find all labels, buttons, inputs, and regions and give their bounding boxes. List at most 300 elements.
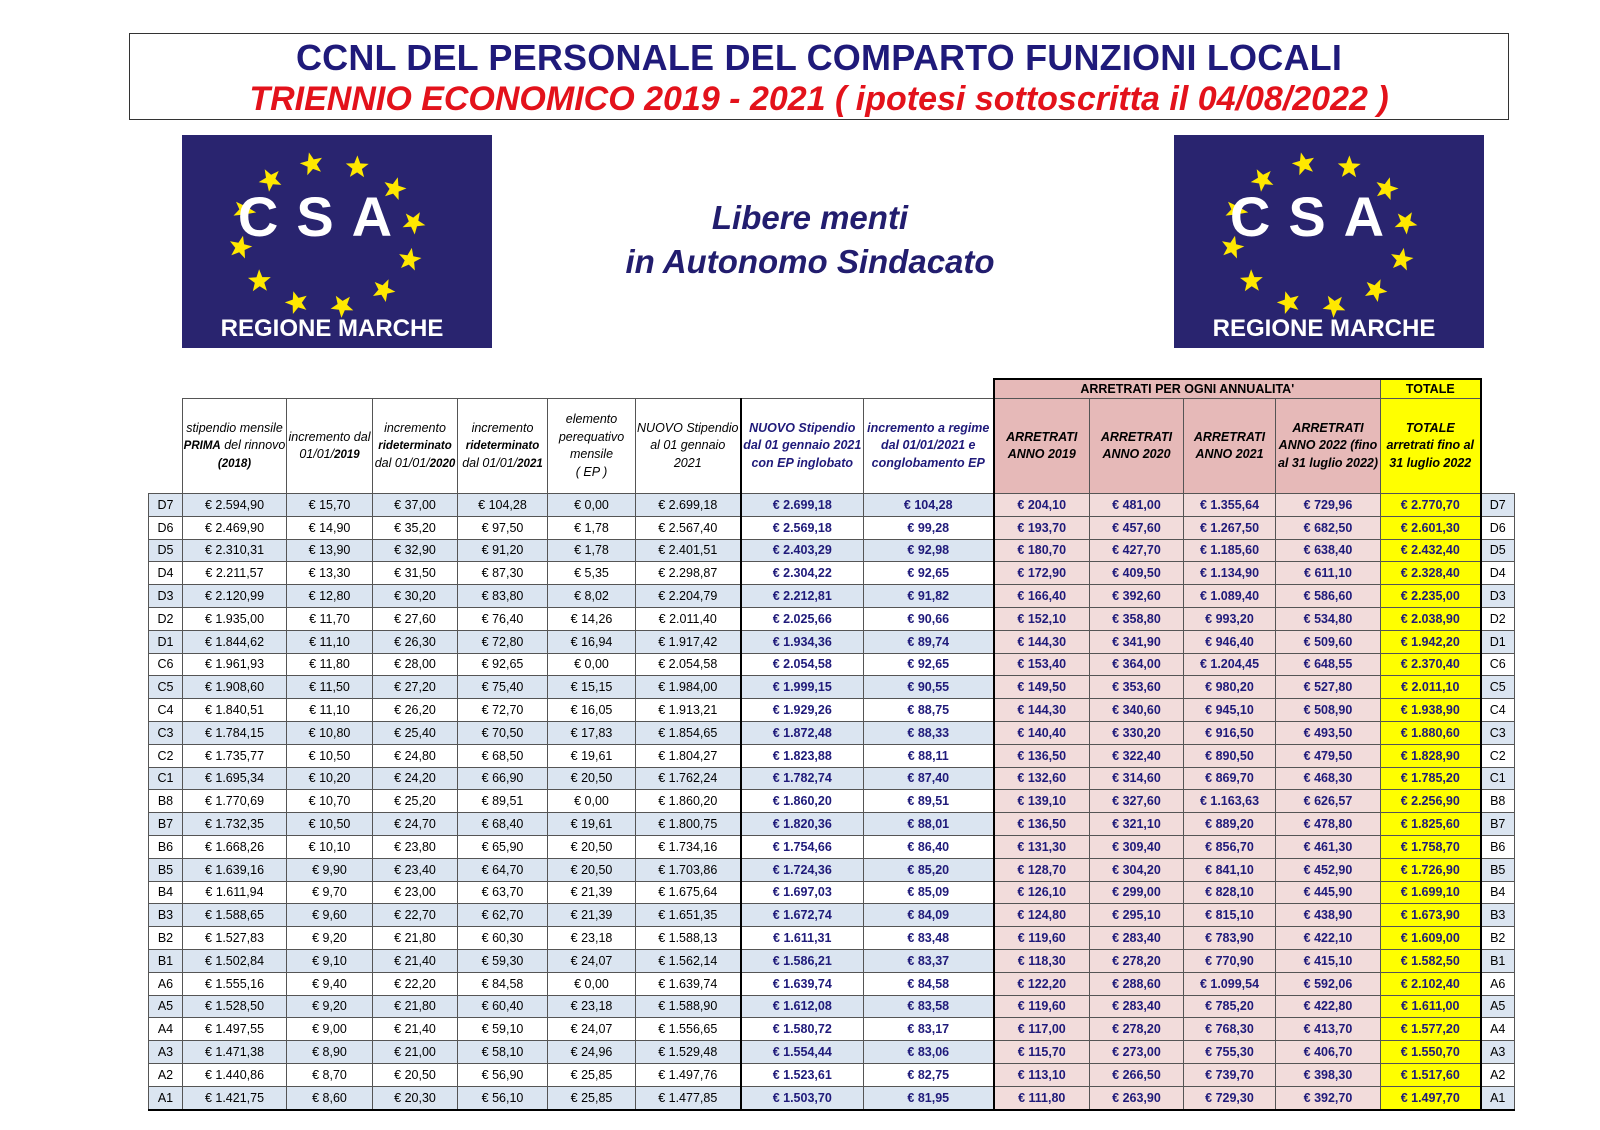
table-cell: € 9,90 — [287, 858, 373, 881]
table-cell: € 1.204,45 — [1184, 653, 1276, 676]
salary-table — [148, 378, 1515, 1111]
star-icon — [346, 155, 369, 177]
table-cell: € 1.134,90 — [1184, 562, 1276, 585]
table-cell: € 1.703,86 — [636, 858, 741, 881]
table-cell: € 1.471,38 — [183, 1041, 287, 1064]
table-row — [149, 1041, 1515, 1064]
table-cell: € 32,90 — [373, 539, 458, 562]
arretrati-group-header: ARRETRATI PER OGNI ANNUALITA' — [994, 379, 1381, 399]
table-cell: € 20,30 — [373, 1086, 458, 1109]
table-row — [149, 630, 1515, 653]
table-cell: € 314,60 — [1090, 767, 1184, 790]
star-icon — [1292, 152, 1314, 175]
table-row — [149, 516, 1515, 539]
table-cell: € 422,10 — [1276, 927, 1381, 950]
table-cell: € 24,07 — [548, 1018, 636, 1041]
table-cell: € 2.699,18 — [636, 494, 741, 517]
table-cell: € 21,39 — [548, 881, 636, 904]
table-cell: € 56,10 — [458, 1086, 548, 1109]
grade-label-right: D6 — [1481, 516, 1515, 539]
table-cell: € 1.639,16 — [183, 858, 287, 881]
table-cell: € 60,40 — [458, 995, 548, 1018]
table-cell: € 83,17 — [864, 1018, 994, 1041]
table-cell: € 5,35 — [548, 562, 636, 585]
table-cell: € 85,09 — [864, 881, 994, 904]
table-cell: € 1.984,00 — [636, 676, 741, 699]
table-cell: € 91,82 — [864, 585, 994, 608]
table-cell: € 1.611,00 — [1381, 995, 1481, 1018]
table-cell: € 1.732,35 — [183, 813, 287, 836]
table-cell: € 1.421,75 — [183, 1086, 287, 1109]
slogan-line-2: in Autonomo Sindacato — [625, 243, 995, 280]
table-cell: € 1.582,50 — [1381, 949, 1481, 972]
table-cell: € 0,00 — [548, 494, 636, 517]
table-cell: € 2.594,90 — [183, 494, 287, 517]
table-cell: € 56,90 — [458, 1063, 548, 1086]
table-cell: € 1.935,00 — [183, 607, 287, 630]
table-row — [149, 1063, 1515, 1086]
grade-label-right: A6 — [1481, 972, 1515, 995]
table-cell: € 10,20 — [287, 767, 373, 790]
table-cell: € 20,50 — [548, 767, 636, 790]
table-cell: € 1.726,90 — [1381, 858, 1481, 881]
table-cell: € 2.298,87 — [636, 562, 741, 585]
table-cell: € 1.961,93 — [183, 653, 287, 676]
table-cell: € 828,10 — [1184, 881, 1276, 904]
table-row — [149, 676, 1515, 699]
table-cell: € 2.310,31 — [183, 539, 287, 562]
table-cell: € 415,10 — [1276, 949, 1381, 972]
table-cell: € 9,20 — [287, 927, 373, 950]
table-cell: € 92,65 — [864, 562, 994, 585]
grade-label-right: B5 — [1481, 858, 1515, 881]
table-cell: € 89,51 — [458, 790, 548, 813]
table-cell: € 19,61 — [548, 813, 636, 836]
table-cell: € 11,50 — [287, 676, 373, 699]
col-header-incremento-regime: incremento a regime dal 01/01/2021 e conglobamento EP — [864, 399, 994, 494]
table-cell: € 21,00 — [373, 1041, 458, 1064]
table-cell: € 278,20 — [1090, 1018, 1184, 1041]
grade-label-left: A6 — [149, 972, 183, 995]
table-row — [149, 653, 1515, 676]
table-row — [149, 927, 1515, 950]
col-header-incremento-2021: incremento rideterminato dal 01/01/2021 — [458, 399, 548, 494]
table-cell: € 1.556,65 — [636, 1018, 741, 1041]
table-cell: € 117,00 — [994, 1018, 1090, 1041]
table-cell: € 611,10 — [1276, 562, 1381, 585]
csa-logo-region: REGIONE MARCHE — [220, 315, 444, 342]
grade-label-right: A4 — [1481, 1018, 1515, 1041]
table-cell: € 20,50 — [548, 835, 636, 858]
table-cell: € 739,70 — [1184, 1063, 1276, 1086]
table-cell: € 2.102,40 — [1381, 972, 1481, 995]
table-cell: € 24,96 — [548, 1041, 636, 1064]
table-cell: € 13,30 — [287, 562, 373, 585]
table-cell: € 24,80 — [373, 744, 458, 767]
grade-label-right: B4 — [1481, 881, 1515, 904]
table-cell: € 166,40 — [994, 585, 1090, 608]
table-cell: € 23,40 — [373, 858, 458, 881]
table-cell: € 104,28 — [864, 494, 994, 517]
col-header-arretrati-2020: ARRETRATI ANNO 2020 — [1090, 399, 1184, 494]
csa-logo-right — [1174, 135, 1484, 348]
table-cell: € 273,00 — [1090, 1041, 1184, 1064]
table-cell: € 9,70 — [287, 881, 373, 904]
table-cell: € 89,74 — [864, 630, 994, 653]
table-cell: € 889,20 — [1184, 813, 1276, 836]
table-row — [149, 607, 1515, 630]
table-cell: € 2.120,99 — [183, 585, 287, 608]
table-cell: € 452,90 — [1276, 858, 1381, 881]
table-cell: € 1,78 — [548, 539, 636, 562]
grade-label-right: B7 — [1481, 813, 1515, 836]
grade-label-left: D3 — [149, 585, 183, 608]
table-cell: € 10,80 — [287, 721, 373, 744]
table-cell: € 21,40 — [373, 1018, 458, 1041]
table-cell: € 128,70 — [994, 858, 1090, 881]
table-cell: € 24,07 — [548, 949, 636, 972]
grade-label-right: C2 — [1481, 744, 1515, 767]
table-cell: € 140,40 — [994, 721, 1090, 744]
table-cell: € 527,80 — [1276, 676, 1381, 699]
table-cell: € 1.673,90 — [1381, 904, 1481, 927]
table-row — [149, 858, 1515, 881]
table-cell: € 63,70 — [458, 881, 548, 904]
table-cell: € 2.370,40 — [1381, 653, 1481, 676]
table-cell: € 1.562,14 — [636, 949, 741, 972]
table-cell: € 916,50 — [1184, 721, 1276, 744]
csa-logo-left — [182, 135, 492, 348]
grade-label-right: C3 — [1481, 721, 1515, 744]
table-cell: € 2.699,18 — [741, 494, 864, 517]
table-cell: € 1.754,66 — [741, 835, 864, 858]
table-row — [149, 539, 1515, 562]
table-cell: € 1.523,61 — [741, 1063, 864, 1086]
table-cell: € 1.580,72 — [741, 1018, 864, 1041]
table-cell: € 22,70 — [373, 904, 458, 927]
table-row — [149, 835, 1515, 858]
table-cell: € 856,70 — [1184, 835, 1276, 858]
table-cell: € 83,37 — [864, 949, 994, 972]
table-cell: € 1.588,90 — [636, 995, 741, 1018]
table-cell: € 1.872,48 — [741, 721, 864, 744]
table-cell: € 445,90 — [1276, 881, 1381, 904]
grade-label-left: B7 — [149, 813, 183, 836]
table-cell: € 1.651,35 — [636, 904, 741, 927]
table-cell: € 35,20 — [373, 516, 458, 539]
table-cell: € 104,28 — [458, 494, 548, 517]
col-header-arretrati-2022: ARRETRATI ANNO 2022 (fino al 31 luglio 2022) — [1276, 399, 1381, 494]
table-cell: € 1.825,60 — [1381, 813, 1481, 836]
table-cell: € 88,75 — [864, 699, 994, 722]
grade-label-right: B2 — [1481, 927, 1515, 950]
table-cell: € 1.502,84 — [183, 949, 287, 972]
table-cell: € 1.840,51 — [183, 699, 287, 722]
table-cell: € 17,83 — [548, 721, 636, 744]
col-header-nuovo-stipendio-ep: NUOVO Stipendio dal 01 gennaio 2021 con EP inglobato — [741, 399, 864, 494]
grade-label-right: C1 — [1481, 767, 1515, 790]
grade-label-left: B3 — [149, 904, 183, 927]
table-cell: € 0,00 — [548, 790, 636, 813]
table-cell: € 1.908,60 — [183, 676, 287, 699]
table-cell: € 81,95 — [864, 1086, 994, 1109]
table-cell: € 1.185,60 — [1184, 539, 1276, 562]
grade-label-left: D1 — [149, 630, 183, 653]
table-cell: € 1.695,34 — [183, 767, 287, 790]
table-cell: € 1.782,74 — [741, 767, 864, 790]
table-cell: € 31,50 — [373, 562, 458, 585]
grade-label-left: A4 — [149, 1018, 183, 1041]
table-cell: € 25,40 — [373, 721, 458, 744]
star-icon — [300, 152, 322, 175]
col-header-nuovo-stipendio: NUOVO Stipendio al 01 gennaio 2021 — [636, 399, 741, 494]
table-cell: € 309,40 — [1090, 835, 1184, 858]
table-cell: € 1.942,20 — [1381, 630, 1481, 653]
grade-label-left: B6 — [149, 835, 183, 858]
table-cell: € 1.554,44 — [741, 1041, 864, 1064]
table-cell: € 266,50 — [1090, 1063, 1184, 1086]
col-header-stipendio-prima: stipendio mensile PRIMA del rinnovo (2018) — [183, 399, 287, 494]
table-cell: € 99,28 — [864, 516, 994, 539]
table-cell: € 9,60 — [287, 904, 373, 927]
table-cell: € 1.503,70 — [741, 1086, 864, 1109]
grade-label-right: B3 — [1481, 904, 1515, 927]
grade-label-left: C1 — [149, 767, 183, 790]
table-cell: € 86,40 — [864, 835, 994, 858]
col-header-incremento-2019: incremento dal 01/01/2019 — [287, 399, 373, 494]
table-cell: € 11,10 — [287, 699, 373, 722]
grade-label-right: D3 — [1481, 585, 1515, 608]
table-row — [149, 562, 1515, 585]
table-cell: € 409,50 — [1090, 562, 1184, 585]
table-cell: € 124,80 — [994, 904, 1090, 927]
table-cell: € 2.569,18 — [741, 516, 864, 539]
table-cell: € 288,60 — [1090, 972, 1184, 995]
table-cell: € 2.601,30 — [1381, 516, 1481, 539]
table-cell: € 25,20 — [373, 790, 458, 813]
table-cell: € 88,33 — [864, 721, 994, 744]
table-cell: € 144,30 — [994, 699, 1090, 722]
table-cell: € 20,50 — [373, 1063, 458, 1086]
table-cell: € 62,70 — [458, 904, 548, 927]
table-cell: € 126,10 — [994, 881, 1090, 904]
table-cell: € 11,10 — [287, 630, 373, 653]
table-cell: € 90,55 — [864, 676, 994, 699]
table-cell: € 2.304,22 — [741, 562, 864, 585]
table-cell: € 122,20 — [994, 972, 1090, 995]
table-cell: € 1.800,75 — [636, 813, 741, 836]
grade-label-left: B1 — [149, 949, 183, 972]
table-row — [149, 494, 1515, 517]
table-cell: € 1.938,90 — [1381, 699, 1481, 722]
grade-label-right: D5 — [1481, 539, 1515, 562]
table-cell: € 0,00 — [548, 653, 636, 676]
grade-label-left: A2 — [149, 1063, 183, 1086]
table-cell: € 204,10 — [994, 494, 1090, 517]
table-cell: € 85,20 — [864, 858, 994, 881]
table-cell: € 993,20 — [1184, 607, 1276, 630]
table-cell: € 1.517,60 — [1381, 1063, 1481, 1086]
table-cell: € 16,05 — [548, 699, 636, 722]
table-cell: € 153,40 — [994, 653, 1090, 676]
table-row — [149, 767, 1515, 790]
table-cell: € 586,60 — [1276, 585, 1381, 608]
grade-label-left: B5 — [149, 858, 183, 881]
table-cell: € 1.917,42 — [636, 630, 741, 653]
table-cell: € 330,20 — [1090, 721, 1184, 744]
table-cell: € 2.432,40 — [1381, 539, 1481, 562]
table-cell: € 1.668,26 — [183, 835, 287, 858]
table-cell: € 406,70 — [1276, 1041, 1381, 1064]
table-cell: € 478,80 — [1276, 813, 1381, 836]
totale-group-header: TOTALE — [1381, 379, 1481, 399]
table-cell: € 82,75 — [864, 1063, 994, 1086]
grade-label-right: C6 — [1481, 653, 1515, 676]
table-cell: € 841,10 — [1184, 858, 1276, 881]
table-cell: € 180,70 — [994, 539, 1090, 562]
table-cell: € 88,11 — [864, 744, 994, 767]
table-cell: € 422,80 — [1276, 995, 1381, 1018]
table-cell: € 9,00 — [287, 1018, 373, 1041]
table-row — [149, 744, 1515, 767]
table-cell: € 2.211,57 — [183, 562, 287, 585]
table-cell: € 21,80 — [373, 927, 458, 950]
table-cell: € 283,40 — [1090, 927, 1184, 950]
table-cell: € 92,65 — [864, 653, 994, 676]
table-cell: € 341,90 — [1090, 630, 1184, 653]
table-cell: € 946,40 — [1184, 630, 1276, 653]
grade-label-right: D1 — [1481, 630, 1515, 653]
table-cell: € 152,10 — [994, 607, 1090, 630]
table-cell: € 89,51 — [864, 790, 994, 813]
table-cell: € 8,02 — [548, 585, 636, 608]
table-cell: € 28,00 — [373, 653, 458, 676]
table-row — [149, 972, 1515, 995]
table-cell: € 111,80 — [994, 1086, 1090, 1109]
table-cell: € 88,01 — [864, 813, 994, 836]
table-cell: € 1.267,50 — [1184, 516, 1276, 539]
table-cell: € 84,58 — [864, 972, 994, 995]
grade-label-right: B8 — [1481, 790, 1515, 813]
table-cell: € 2.204,79 — [636, 585, 741, 608]
table-cell: € 2.011,10 — [1381, 676, 1481, 699]
table-cell: € 15,15 — [548, 676, 636, 699]
table-cell: € 1.860,20 — [636, 790, 741, 813]
table-cell: € 1.697,03 — [741, 881, 864, 904]
table-cell: € 1.528,50 — [183, 995, 287, 1018]
star-icon — [399, 248, 421, 271]
table-cell: € 144,30 — [994, 630, 1090, 653]
table-cell: € 37,00 — [373, 494, 458, 517]
table-row — [149, 721, 1515, 744]
table-cell: € 83,48 — [864, 927, 994, 950]
table-cell: € 9,20 — [287, 995, 373, 1018]
table-cell: € 2.567,40 — [636, 516, 741, 539]
table-cell: € 980,20 — [1184, 676, 1276, 699]
table-cell: € 59,10 — [458, 1018, 548, 1041]
table-row — [149, 995, 1515, 1018]
table-cell: € 68,40 — [458, 813, 548, 836]
table-cell: € 65,90 — [458, 835, 548, 858]
table-row — [149, 1018, 1515, 1041]
table-cell: € 10,10 — [287, 835, 373, 858]
table-cell: € 23,80 — [373, 835, 458, 858]
table-cell: € 21,39 — [548, 904, 636, 927]
table-cell: € 84,58 — [458, 972, 548, 995]
table-cell: € 87,30 — [458, 562, 548, 585]
table-cell: € 783,90 — [1184, 927, 1276, 950]
table-cell: € 14,90 — [287, 516, 373, 539]
table-cell: € 16,94 — [548, 630, 636, 653]
table-cell: € 30,20 — [373, 585, 458, 608]
table-cell: € 322,40 — [1090, 744, 1184, 767]
table-cell: € 84,09 — [864, 904, 994, 927]
table-cell: € 1.529,48 — [636, 1041, 741, 1064]
csa-logo-text: CSA — [237, 185, 411, 248]
table-cell: € 0,00 — [548, 972, 636, 995]
table-cell: € 2.038,90 — [1381, 607, 1481, 630]
table-cell: € 479,50 — [1276, 744, 1381, 767]
grade-label-right: C4 — [1481, 699, 1515, 722]
col-header-elemento-perequativo: elemento perequativo mensile ( EP ) — [548, 399, 636, 494]
table-cell: € 392,70 — [1276, 1086, 1381, 1109]
table-cell: € 23,18 — [548, 995, 636, 1018]
table-cell: € 136,50 — [994, 744, 1090, 767]
table-cell: € 278,20 — [1090, 949, 1184, 972]
table-cell: € 83,58 — [864, 995, 994, 1018]
table-cell: € 10,50 — [287, 744, 373, 767]
table-cell: € 8,70 — [287, 1063, 373, 1086]
csa-logo-region: REGIONE MARCHE — [1212, 315, 1436, 342]
table-cell: € 768,30 — [1184, 1018, 1276, 1041]
table-cell: € 136,50 — [994, 813, 1090, 836]
table-cell: € 25,85 — [548, 1086, 636, 1109]
table-cell: € 2.403,29 — [741, 539, 864, 562]
grade-label-right: A2 — [1481, 1063, 1515, 1086]
table-cell: € 24,70 — [373, 813, 458, 836]
table-cell: € 327,60 — [1090, 790, 1184, 813]
grade-label-left: A1 — [149, 1086, 183, 1109]
table-cell: € 1,78 — [548, 516, 636, 539]
table-cell: € 14,26 — [548, 607, 636, 630]
table-cell: € 1.785,20 — [1381, 767, 1481, 790]
table-cell: € 1.527,83 — [183, 927, 287, 950]
grade-label-right: B1 — [1481, 949, 1515, 972]
grade-label-left: D5 — [149, 539, 183, 562]
table-cell: € 638,40 — [1276, 539, 1381, 562]
col-header-arretrati-2021: ARRETRATI ANNO 2021 — [1184, 399, 1276, 494]
column-header-row — [149, 399, 1515, 494]
table-cell: € 1.929,26 — [741, 699, 864, 722]
table-cell: € 1.823,88 — [741, 744, 864, 767]
table-cell: € 11,70 — [287, 607, 373, 630]
slogan — [560, 196, 1060, 284]
table-cell: € 945,10 — [1184, 699, 1276, 722]
grade-label-left: C6 — [149, 653, 183, 676]
table-cell: € 10,70 — [287, 790, 373, 813]
table-cell: € 20,50 — [548, 858, 636, 881]
table-cell: € 1.555,16 — [183, 972, 287, 995]
table-cell: € 2.011,40 — [636, 607, 741, 630]
table-cell: € 1.440,86 — [183, 1063, 287, 1086]
table-cell: € 27,60 — [373, 607, 458, 630]
table-cell: € 1.163,63 — [1184, 790, 1276, 813]
table-cell: € 263,90 — [1090, 1086, 1184, 1109]
table-row — [149, 1086, 1515, 1109]
table-cell: € 2.235,00 — [1381, 585, 1481, 608]
table-cell: € 1.639,74 — [741, 972, 864, 995]
grade-label-left: D4 — [149, 562, 183, 585]
